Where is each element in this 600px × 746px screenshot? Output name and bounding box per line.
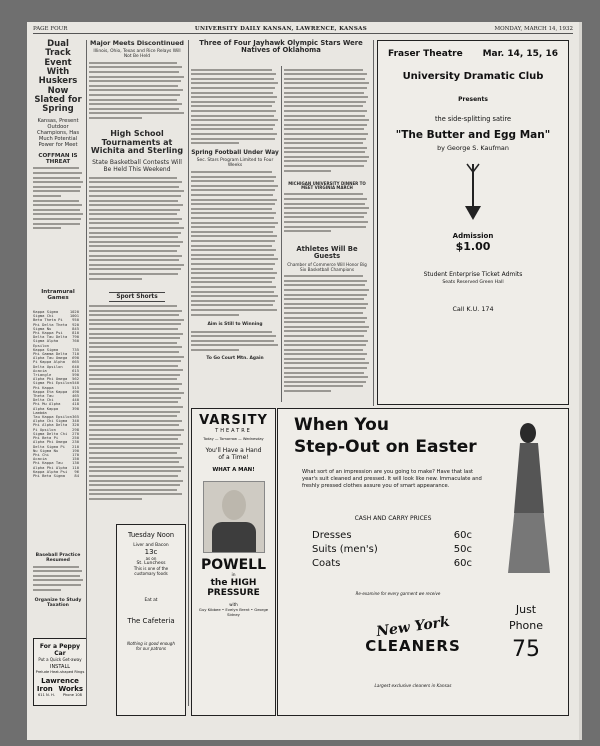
team-name: Kappa Sigma — [33, 309, 59, 314]
team-points: 540 — [72, 380, 79, 386]
peppy-car-ad — [33, 638, 87, 706]
team-points: 365 — [72, 414, 79, 420]
baseball-headline: Baseball Practice Resumed — [35, 553, 81, 564]
team-name: Delta Upsilon — [33, 363, 63, 369]
cleaners-ad — [277, 408, 569, 716]
team-name: Sigma Nu — [33, 325, 52, 331]
court-headline: To Go Court Mtn. Again — [206, 355, 264, 361]
fine-print: Re-examine for every garment we receive — [355, 591, 441, 596]
team-points: 845 — [72, 325, 79, 331]
team-name: Kappa Alpha Psi — [33, 468, 68, 474]
team-points: 920 — [72, 321, 79, 327]
ad-line: in — [231, 573, 236, 578]
team-name: Triangle — [33, 372, 52, 378]
ad-address: 611 N. H. — [38, 693, 55, 697]
standings-row — [33, 474, 79, 478]
ad-line: Eat at — [144, 598, 158, 603]
team-points: 590 — [72, 372, 79, 378]
club-name: University Dramatic Club — [402, 71, 544, 82]
team-name: Alpha Kappa Lambda — [33, 405, 59, 415]
michigan-headline: MICHIGAN UNIVERSITY DINNER TO MEET VIRGINIA MARCH — [288, 181, 366, 191]
athletes-story — [284, 246, 370, 404]
price-list — [312, 529, 472, 571]
team-points: 440 — [72, 397, 79, 403]
body-text — [33, 566, 83, 594]
intramural-headline: Intramural Games — [41, 289, 75, 302]
track-event-story — [33, 39, 83, 302]
call-info: Call K.U. 174 — [452, 305, 494, 313]
price-heading: CASH AND CARRY PRICES — [354, 515, 432, 522]
baseball-story — [33, 553, 83, 633]
team-name: Theta Tau — [33, 393, 54, 399]
team-name: Phi Beta Sigma — [33, 472, 66, 478]
tagline: Largest exclusive cleaners in Kansas — [374, 683, 452, 688]
ad-phone: Phone 108 — [62, 693, 82, 697]
ad-line: Today — Tomorrow — Wednesday — [203, 437, 264, 441]
ad-body: What sort of an impression are you going to make? Have that last year's suit cleaned and pressed. It will look like new. Immaculate and freshly pressed clothes assure you of smart appearance. — [302, 469, 482, 489]
column-rule — [281, 66, 282, 402]
team-points: 210 — [72, 443, 79, 449]
body-text — [284, 193, 370, 237]
team-points: 562 — [72, 376, 79, 382]
team-name: Acacia — [33, 367, 47, 373]
high-school-headline: High School Tournaments at Wichita and Sterling — [90, 128, 184, 156]
team-name: Alpha Phi Omega — [33, 376, 68, 382]
team-points: 465 — [72, 393, 79, 399]
team-name: Phi Delta Theta — [33, 321, 68, 327]
varsity-theatre-ad — [191, 408, 276, 716]
ad-line: You'll Have a Hand — [205, 447, 262, 454]
major-meets-headline: Major Meets Discontinued — [89, 39, 185, 47]
ad-line: for our patrons — [136, 646, 166, 651]
football-headline: Spring Football Under Way — [191, 150, 279, 156]
team-name: Sigma Phi Epsilon — [33, 380, 72, 386]
team-name: Beta Theta Pi — [33, 317, 63, 323]
masthead — [33, 26, 573, 34]
football-story — [191, 150, 279, 404]
team-points: 270 — [72, 430, 79, 436]
body-text — [191, 331, 279, 355]
team-name: Pi Upsilon — [33, 426, 56, 432]
ad-line: POWELL — [200, 557, 266, 573]
michigan-story — [284, 182, 370, 244]
body-text — [33, 200, 83, 230]
olympic-body-a — [191, 66, 279, 150]
team-points: 615 — [72, 367, 79, 373]
ad-line: with — [229, 602, 238, 607]
team-name: Delta Sigma Pi — [33, 443, 66, 449]
team-name: Acacia — [33, 456, 47, 462]
team-name: Phi Kappa Psi — [33, 330, 63, 336]
team-points: 390 — [72, 405, 79, 411]
team-points: 84 — [74, 472, 79, 478]
athletes-subhead: Chamber of Commerce Will Honor Big Six Basketball Champions — [287, 261, 367, 272]
ad-line: the HIGH — [210, 578, 257, 588]
track-subhead: Kansas, Present Outdoor Champions, Has Much Potential Power for Meet — [36, 117, 80, 148]
team-name: Sigma Chi — [33, 313, 54, 319]
major-meets-subhead: Illinois, Ohio, Texas and Rice Relays Will Not Be Held — [93, 49, 181, 60]
team-points: 710 — [72, 351, 79, 357]
cleaners-logo — [338, 613, 488, 673]
ad-line: INSTALL — [49, 664, 71, 670]
team-name: Alpha Chi Sigma — [33, 418, 68, 424]
seat-info: Seats Reserved Green Hall — [442, 280, 504, 285]
major-meets-story — [89, 40, 185, 332]
team-points: 490 — [72, 388, 79, 394]
show-dates: Mar. 14, 15, 16 — [482, 49, 558, 59]
ad-headline-1: When You — [294, 415, 389, 435]
newspaper-title: UNIVERSITY DAILY KANSAN, LAWRENCE, KANSAS — [194, 26, 367, 32]
ticket-info: Student Enterprise Ticket Admits — [423, 271, 523, 278]
body-text — [89, 177, 185, 287]
arrow-down-icon — [453, 162, 493, 222]
ad-line: Prelude Heat-shaped Rings — [35, 670, 85, 674]
body-text — [191, 171, 279, 321]
team-points: 170 — [72, 451, 79, 457]
team-points: 790 — [72, 334, 79, 340]
ad-line: Lawrence — [41, 677, 79, 685]
team-name: Phi Kappa Tau — [33, 460, 63, 466]
team-points: 320 — [72, 422, 79, 428]
garment-price: 60c — [453, 530, 472, 541]
logo-line-1: New York — [375, 613, 451, 641]
team-name: Alpha Phi Alpha — [33, 464, 68, 470]
fraser-theatre-ad — [377, 40, 569, 405]
ad-line: This is one of the — [133, 566, 169, 571]
body-text — [89, 305, 185, 505]
team-name: Phi Gamma Delta — [33, 351, 68, 357]
team-points: 190 — [72, 447, 79, 453]
ad-line: PRESSURE — [207, 588, 260, 598]
ad-line: For a Peppy Car — [39, 643, 81, 657]
logo-line-2: CLEANERS — [365, 637, 461, 655]
intramural-standings — [33, 310, 79, 548]
team-name: Pi Kappa Alpha — [33, 359, 66, 365]
winning-headline: Aim is Still to Winning — [207, 322, 263, 328]
admission-price: $1.00 — [455, 240, 491, 253]
team-name: Phi Chi — [33, 451, 50, 457]
ad-line: Liver and Bacon — [133, 543, 169, 548]
actor-portrait — [203, 481, 265, 553]
olympic-headline: Three of Four Jayhawk Olympic Stars Were Natives of Oklahoma — [199, 39, 363, 55]
team-name: Alpha Phi Omega — [33, 439, 68, 445]
team-name: Sigma Delta Chi — [33, 430, 68, 436]
olympic-body-b — [284, 66, 370, 178]
team-points: 110 — [72, 464, 79, 470]
price-row — [312, 529, 472, 543]
price-row — [312, 543, 472, 557]
team-points: 690 — [72, 355, 79, 361]
page-number: PAGE FOUR — [33, 26, 68, 32]
high-school-subhead: State Basketball Contests Will Be Held This Weekend — [92, 159, 182, 174]
theatre-name: Fraser Theatre — [388, 49, 463, 59]
team-points: 950 — [72, 317, 79, 323]
issue-date: MONDAY, MARCH 14, 1932 — [494, 26, 573, 32]
garment-name: Suits (men's) — [312, 544, 378, 555]
football-subhead: Sec. Stars Program Limited to Four Weeks — [196, 158, 274, 169]
team-points: 298 — [72, 426, 79, 432]
team-points: 735 — [72, 346, 79, 352]
team-name: Phi Kappa — [33, 384, 54, 390]
team-points: 515 — [72, 384, 79, 390]
team-name: Nu Sigma Nu — [33, 447, 59, 453]
garment-name: Dresses — [312, 530, 352, 541]
body-text — [284, 69, 370, 177]
ad-line: of a Time! — [218, 454, 249, 461]
team-name: Tau Kappa Epsilon — [33, 414, 72, 420]
body-text — [33, 167, 83, 197]
ad-line: as on — [145, 556, 157, 561]
team-points: 340 — [72, 418, 79, 424]
sport-shorts-headline: Sport Shorts — [116, 294, 158, 300]
team-name: Delta Chi — [33, 397, 54, 403]
garment-name: Coats — [312, 558, 341, 569]
body-text — [89, 62, 185, 124]
ad-line: The Cafeteria — [127, 617, 175, 625]
subtitle-text: the side-splitting satire — [434, 115, 512, 123]
ad-line: VARSITY — [199, 413, 268, 428]
ad-line: Tuesday Noon — [127, 531, 175, 539]
ad-line: customary foods — [134, 571, 168, 576]
column-rule — [373, 40, 374, 406]
team-points: 810 — [72, 330, 79, 336]
debate-headline: Organize to Study Taxation — [34, 597, 82, 608]
team-points: 418 — [72, 401, 79, 407]
ad-line: Put a Quick Get-away — [38, 657, 82, 662]
body-text — [284, 275, 370, 395]
admission-label: Admission — [452, 232, 494, 240]
team-points: 96 — [74, 468, 79, 474]
ad-line: THEATRE — [215, 428, 252, 434]
phone-number: 75 — [512, 637, 540, 662]
ad-line: WHAT A MAN! — [212, 467, 255, 473]
ad-headline-2: Step-Out on Easter — [294, 437, 477, 457]
team-name: Delta Tau Delta — [33, 334, 68, 340]
team-name: Phi Alpha Delta — [33, 422, 68, 428]
coffman-headline: COFFMAN IS THREAT — [38, 152, 78, 165]
team-name: Kappa Eta Kappa — [33, 388, 68, 394]
price-row — [312, 557, 472, 571]
garment-price: 60c — [453, 558, 472, 569]
garment-price: 50c — [453, 544, 472, 555]
team-name: Sigma Alpha Epsilon — [33, 338, 59, 348]
team-points: 665 — [72, 359, 79, 365]
team-name: Alpha Tau Omega — [33, 355, 68, 361]
team-name: Kappa Sigma — [33, 346, 59, 352]
athletes-headline: Athletes Will Be Guests — [296, 245, 358, 261]
ad-line: Works — [58, 685, 84, 693]
ad-line: St. Lunchess — [136, 561, 166, 566]
team-points: 150 — [72, 456, 79, 462]
ad-line: 13c — [144, 548, 158, 556]
just-label: Just — [515, 603, 537, 616]
ad-line: Guy Kibbee • Evelyn Brent • George Sidney — [198, 607, 269, 617]
team-points: 640 — [72, 363, 79, 369]
team-points: 250 — [72, 435, 79, 441]
ad-line: Nothing is good enough — [127, 641, 175, 646]
track-headline: Dual Track Event With Huskers Now Slated for Spring — [34, 39, 82, 115]
team-name: Phi Mu Alpha — [33, 401, 61, 407]
phone-label: Phone — [508, 619, 544, 632]
tuesday-cafeteria-ad — [116, 524, 186, 716]
column-rule — [188, 40, 189, 706]
column-rule — [86, 40, 87, 706]
team-name: Phi Beta Pi — [33, 435, 59, 441]
presents-text: Presents — [458, 96, 488, 103]
team-points: 1001 — [69, 313, 79, 319]
team-points: 230 — [72, 439, 79, 445]
play-author: by George S. Kaufman — [437, 144, 509, 152]
sport-shorts-story — [89, 292, 185, 512]
fashion-illustration — [500, 419, 560, 579]
team-points: 1020 — [69, 309, 79, 314]
play-title: "The Butter and Egg Man" — [395, 129, 551, 141]
team-points: 130 — [72, 460, 79, 466]
team-points: 760 — [72, 338, 79, 344]
ad-line: Iron — [36, 685, 53, 693]
body-text — [191, 69, 279, 149]
